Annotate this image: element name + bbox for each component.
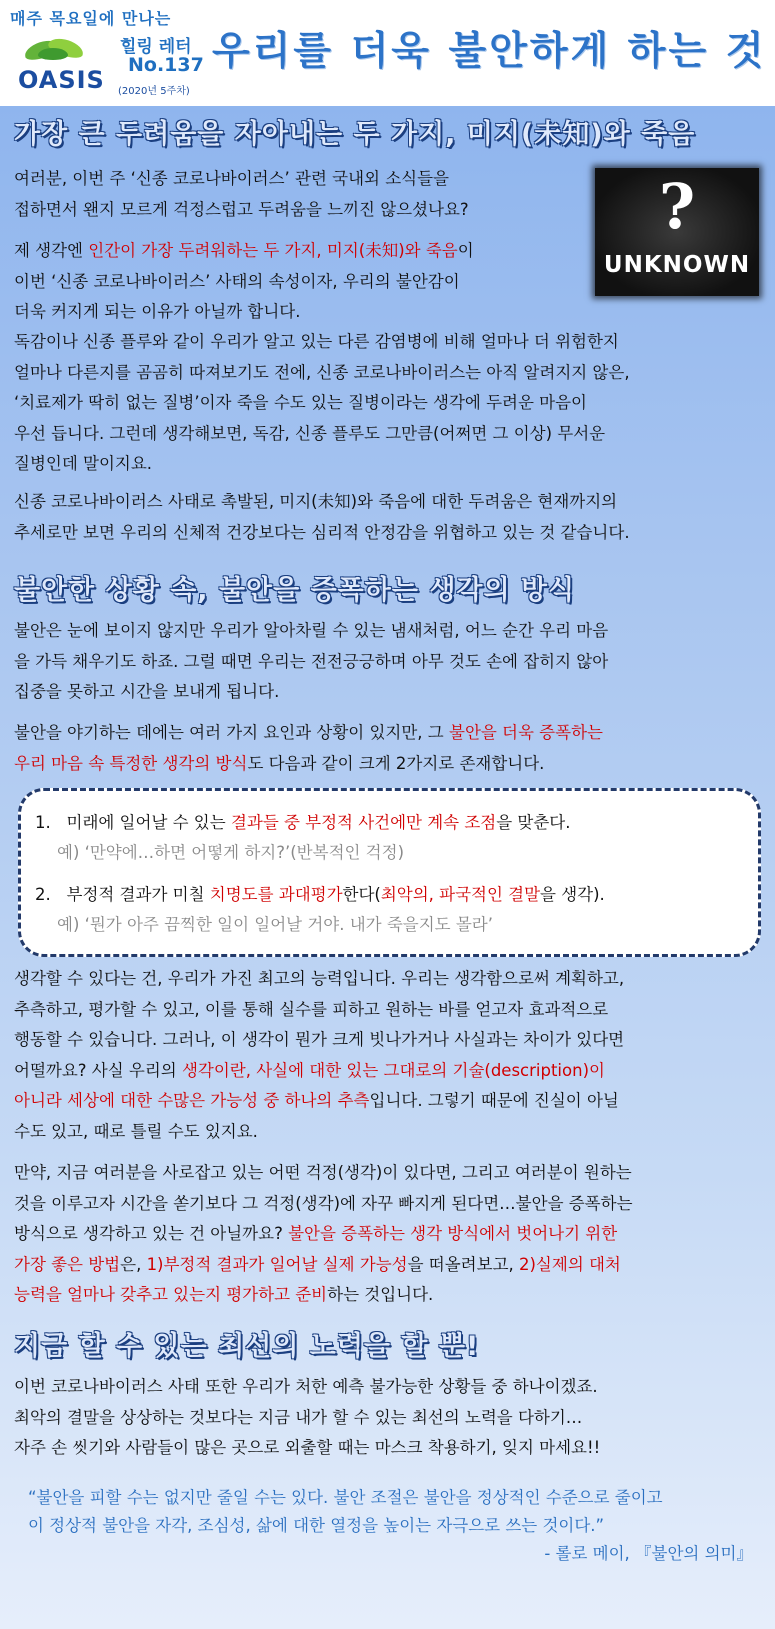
- s2-paragraph-3: [14, 964, 759, 1147]
- text-line: 추세로만 보면 우리의 신체적 건강보다는 심리적 안정감을 위협하고 있는 것 같습니다.: [14, 522, 630, 542]
- section-title-3: 지금 할 수 있는 최선의 노력을 할 뿐!: [14, 1331, 480, 1362]
- s1-paragraph-3: [14, 327, 759, 480]
- text-span: 하는 것입니다.: [327, 1285, 434, 1304]
- unknown-label: UNKNOWN: [603, 252, 751, 278]
- highlight-text: 최악의, 파국적인 결말: [380, 885, 541, 904]
- text-line: 더욱 커지게 되는 이유가 아닐까 합니다.: [14, 302, 301, 321]
- quote-line: 이 정상적 불안을 자각, 조심성, 삶에 대한 열정을 높이는 자극으로 쓰는 것이다.”: [28, 1516, 605, 1535]
- s1-paragraph-2: [14, 236, 584, 328]
- highlight-text: 결과들 중 부정적 사건에만 계속 조점: [230, 813, 497, 832]
- text-line: [14, 1056, 759, 1087]
- s2-paragraph-4: [14, 1158, 759, 1311]
- text-line: ‘치료제가 딱히 없는 질병’이자 죽을 수도 있는 질병이라는 생각에 두려운 마음이: [14, 393, 587, 412]
- text-line: 불안은 눈에 보이지 않지만 우리가 알아차릴 수 있는 냄새처럼, 어느 순간 우리 마음: [14, 621, 609, 640]
- text-line: 최악의 결말을 상상하는 것보다는 지금 내가 할 수 있는 최선의 노력을 다하기…: [14, 1407, 583, 1427]
- highlight-text: 치명도를 과대평가: [209, 885, 343, 904]
- text-span: 제 생각엔: [14, 241, 89, 260]
- question-mark-icon: ?: [658, 170, 696, 243]
- weekly-label: 매주 목요일에 만나는: [10, 9, 172, 28]
- oasis-logo: [14, 36, 105, 96]
- header-left: [10, 6, 210, 29]
- list-number: 1.: [35, 813, 51, 832]
- highlight-text: 가장 좋은 방법: [14, 1254, 121, 1274]
- text-span: 을 생각).: [540, 885, 605, 904]
- text-line: 접하면서 왠지 모르게 걱정스럽고 두려움을 느끼진 않으셨나요?: [14, 199, 469, 219]
- header: [0, 0, 775, 106]
- highlight-text: 2)실제의 대처: [519, 1254, 621, 1274]
- text-line: 것을 이루고자 시간을 쏟기보다 그 걱정(생각)에 자꾸 빠지게 된다면…불안을 증폭하는: [14, 1193, 633, 1213]
- text-line: 행동할 수 있습니다. 그러나, 이 생각이 뭔가 크게 빗나가거나 사실과는 차이가 있다면: [14, 1030, 625, 1049]
- text-line: 자주 손 씻기와 사람들이 많은 곳으로 외출할 때는 마스크 착용하기, 잊지 마세요!!: [14, 1438, 601, 1457]
- text-line: 질병인데 말이지요.: [14, 454, 153, 473]
- text-span: 불안을 야기하는 데에는 여러 가지 요인과 상황이 있지만, 그: [14, 723, 449, 742]
- text-span: 어떨까요? 사실 우리의: [14, 1060, 182, 1080]
- highlight-text: 능력을 얼마나 갖추고 있는지 평가하고 준비: [14, 1285, 328, 1304]
- text-span: 을 떠올려보고,: [407, 1254, 519, 1274]
- text-line: 집중을 못하고 시간을 보내게 됩니다.: [14, 682, 280, 701]
- text-span: 입니다. 그렇기 때문에 진실이 아닐: [369, 1091, 619, 1110]
- quote-line: “불안을 피할 수는 없지만 줄일 수는 있다. 불안 조절은 불안을 정상적인 수준으로 줄이고: [28, 1488, 663, 1507]
- text-line: [14, 1219, 759, 1250]
- text-span: 이: [457, 241, 474, 260]
- text-line: [14, 1250, 759, 1281]
- s1-paragraph-4: [14, 487, 759, 548]
- highlight-text: 생각이란, 사실에 대한 있는 그대로의 기술(description)이: [181, 1060, 605, 1080]
- section-title-1: 가장 큰 두려움을 자아내는 두 가지, 미지(未知)와 죽음: [14, 119, 696, 150]
- page-title: 우리를 더욱 불안하게 하는 것: [212, 29, 767, 74]
- section-title-2: 불안한 상황 속, 불안을 증폭하는 생각의 방식: [14, 575, 576, 606]
- text-line: 추측하고, 평가할 수 있고, 이를 통해 실수를 피하고 원하는 바를 얻고자 효과적으로: [14, 999, 609, 1019]
- text-line: 여러분, 이번 주 ‘신종 코로나바이러스’ 관련 국내외 소식들을: [14, 169, 449, 188]
- logo-text: OASIS: [18, 66, 105, 94]
- text-line: 생각할 수 있다는 건, 우리가 가진 최고의 능력입니다. 우리는 생각함으로써 계획하고,: [14, 969, 625, 988]
- text-line: [14, 1280, 759, 1311]
- text-span: 미래에 일어날 수 있는: [66, 813, 231, 832]
- quote-source: - 롤로 메이, 『불안의 의미』: [544, 1544, 753, 1563]
- text-line: [14, 236, 584, 267]
- text-line: 독감이나 신종 플루와 같이 우리가 알고 있는 다른 감염병에 비해 얼마나 더 위험한지: [14, 332, 619, 351]
- text-line: 을 가득 채우기도 하죠. 그럴 때면 우리는 전전긍긍하며 아무 것도 손에 잡히지 않아: [14, 651, 609, 671]
- s1-paragraph-1: [14, 164, 574, 225]
- text-span: 한다(: [342, 885, 381, 904]
- text-line: [14, 718, 759, 749]
- highlight-text: 우리 마음 속 특정한 생각의 방식: [14, 753, 248, 773]
- issue-date: (2020년 5주차): [118, 86, 190, 97]
- text-span: 을 맞춘다.: [496, 813, 571, 832]
- unknown-image: [595, 168, 759, 296]
- s2-paragraph-2: [14, 718, 759, 779]
- text-line: [14, 749, 759, 780]
- list-example: 예) ‘만약에…하면 어떻게 하지?’(반복적인 걱정): [57, 843, 405, 862]
- text-line: 우선 듭니다. 그런데 생각해보면, 독감, 신종 플루도 그만큼(어쩌면 그 이상) 무서운: [14, 423, 606, 443]
- text-span: 은,: [120, 1254, 147, 1274]
- letter-label: 힐링 레터: [120, 37, 192, 57]
- s3-paragraph-1: [14, 1372, 759, 1464]
- text-span: 방식으로 생각하고 있는 건 아닐까요?: [14, 1224, 289, 1243]
- list-item: [35, 881, 605, 905]
- text-line: 신종 코로나바이러스 사태로 촉발된, 미지(未知)와 죽음에 대한 두려움은 현재까지의: [14, 492, 618, 511]
- text-line: 만약, 지금 여러분을 사로잡고 있는 어떤 걱정(생각)이 있다면, 그리고 여러분이 원하는: [14, 1163, 632, 1182]
- issue-number: No.137: [128, 54, 204, 76]
- list-example: 예) ‘뭔가 아주 끔찍한 일이 일어날 거야. 내가 죽을지도 몰라’: [57, 915, 493, 934]
- text-span: 부정적 결과가 미칠: [66, 885, 210, 904]
- highlight-text: 불안을 증폭하는 생각 방식에서 벗어나기 위한: [288, 1224, 618, 1243]
- text-line: [14, 1086, 759, 1117]
- highlight-text: 불안을 더욱 증폭하는: [449, 723, 603, 742]
- text-line: 이번 코로나바이러스 사태 또한 우리가 처한 예측 불가능한 상황들 중 하나이겠죠.: [14, 1377, 598, 1396]
- text-line: 수도 있고, 때로 틀릴 수도 있지요.: [14, 1121, 258, 1141]
- highlight-text: 1)부정적 결과가 일어날 실제 가능성: [146, 1254, 408, 1274]
- highlight-text: 아니라 세상에 대한 수많은 가능성 중 하나의 추측: [14, 1091, 370, 1110]
- text-line: 이번 ‘신종 코로나바이러스’ 사태의 속성이자, 우리의 불안감이: [14, 271, 460, 291]
- list-number: 2.: [35, 885, 51, 904]
- text-line: 얼마나 다른지를 곰곰히 따져보기도 전에, 신종 코로나바이러스는 아직 알려지지 않은,: [14, 362, 630, 382]
- letter-body: [0, 106, 775, 1629]
- s2-paragraph-1: [14, 616, 759, 708]
- text-span: 도 다음과 같이 크게 2가지로 존재합니다.: [247, 753, 545, 773]
- highlight-text: 인간이 가장 두려워하는 두 가지, 미지(未知)와 죽음: [88, 241, 458, 260]
- thinking-patterns-box: [18, 788, 761, 957]
- list-item: [35, 809, 571, 833]
